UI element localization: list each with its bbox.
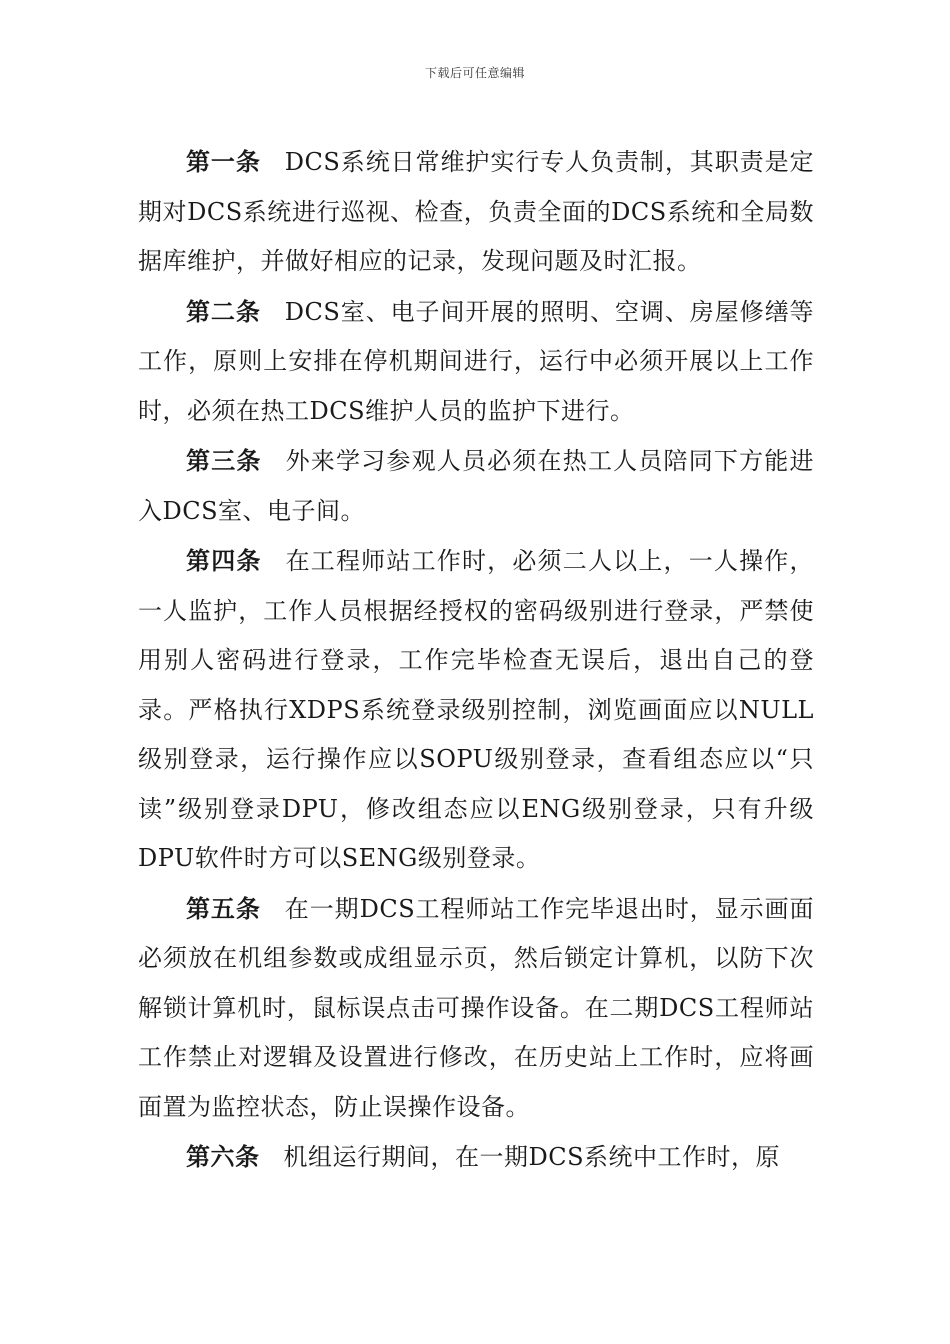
article-6 [138, 1132, 814, 1183]
article-5 [138, 884, 814, 1133]
article-4 [138, 536, 814, 884]
article-body: 机组运行期间，在一期DCS系统中工作时，原 [283, 1143, 781, 1171]
article-body: DCS室、电子间开展的照明、空调、房屋修缮等工作，原则上安排在停机期间进行，运行中必须开展以上工作时，必须在热工DCS维护人员的监护下进行。 [138, 297, 815, 425]
article-title: 第五条 [186, 893, 261, 923]
article-body: 在工程师站工作时，必须二人以上，一人操作，一人监护，工作人员根据经授权的密码级别进行登录，严禁使用别人密码进行登录，工作完毕检查无误后，退出自己的登录。严格执行XDPS系统登录级别控制，浏览画面应以NULL级别登录，运行操作应以SOPU级别登录，查看组态应以“只读”级别登录DPU，修改组态应以ENG级别登录，只有升级DPU软件时方可以SENG级别登录。 [138, 547, 815, 872]
article-title: 第三条 [186, 446, 262, 475]
article-body: 外来学习参观人员必须在热工人员陪同下方能进入DCS室、电子间。 [138, 447, 815, 525]
article-title: 第二条 [186, 296, 261, 326]
document-body [138, 137, 814, 1183]
article-body: 在一期DCS工程师站工作完毕退出时，显示画面必须放在机组参数或成组显示页，然后锁定计算机，以防下次解锁计算机时，鼠标误点击可操作设备。在二期DCS工程师站工作禁止对逻辑及设置进行修改，在历史站上工作时，应将画面置为监控状态，防止误操作设备。 [138, 894, 815, 1121]
page-header-note: 下载后可任意编辑 [424, 66, 525, 80]
article-title: 第四条 [186, 546, 262, 575]
article-title: 第六条 [186, 1142, 260, 1171]
article-3 [138, 436, 814, 536]
article-2 [138, 287, 814, 437]
article-title: 第一条 [186, 147, 261, 176]
article-1 [138, 137, 814, 287]
article-body: DCS系统日常维护实行专人负责制，其职责是定期对DCS系统进行巡视、检查，负责全面的DCS系统和全局数据库维护，并做好相应的记录，发现问题及时汇报。 [138, 148, 815, 275]
